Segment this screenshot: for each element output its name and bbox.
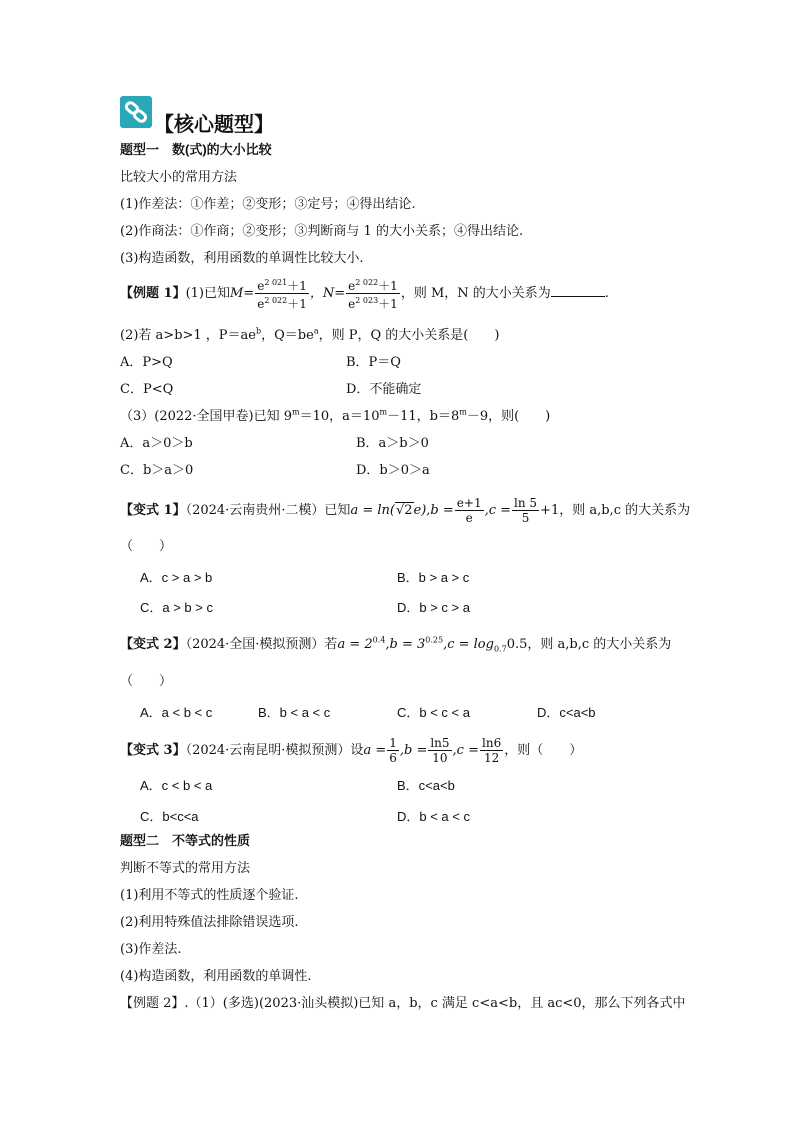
option: B．b > a > c <box>397 570 470 585</box>
chain-link-icon <box>120 96 152 128</box>
option: C．b＞a＞0 <box>120 463 194 478</box>
option: C．P<Q <box>120 382 174 397</box>
variant1-question: 【变式 1】（2024·云南贵州·二模）已知a = ln(√2e),b = $\frac{e+1}{e}$ ,c = $\frac{\ln 5}{5}$ +1，则 a,b,c 的大关系为 <box>120 496 691 525</box>
option: D．不能确定 <box>346 382 422 397</box>
option: D．b > c > a <box>397 600 470 615</box>
method-line: (2)作商法：①作商；②变形；③判断商与 1 的大小关系；④得出结论. <box>120 224 524 239</box>
option: A．a < b < c <box>140 705 213 720</box>
option: A．c < b < a <box>140 778 213 793</box>
option: D．b < a < c <box>397 809 470 824</box>
method-line: (3)作差法. <box>120 942 182 957</box>
example1-q2: (2)若 a>b>1 ，$P=ae^b$，$Q=be^a$，则 P，Q 的大小关系是( ) <box>120 326 500 343</box>
option: B．b < a < c <box>258 705 331 720</box>
method-line: (4)构造函数，利用函数的单调性. <box>120 969 312 984</box>
fraction-N: $\frac{e^{2 022}+1}{e^{2 023}+1}$ <box>348 278 398 311</box>
section2-title: 题型二 不等式的性质 <box>120 833 251 848</box>
option: B．c<a<b <box>397 778 455 793</box>
method-line: (1)利用不等式的性质逐个验证. <box>120 888 299 903</box>
option: B．P＝Q <box>346 355 401 370</box>
method-title: 比较大小的常用方法 <box>120 170 238 185</box>
option: A．c > a > b <box>140 570 213 585</box>
option: D．c<a<b <box>537 705 596 720</box>
method-line: (1)作差法：①作差；②变形；③定号；④得出结论. <box>120 197 416 212</box>
method-title: 判断不等式的常用方法 <box>120 861 251 876</box>
variant2-question: 【变式 2】（2024·全国·模拟预测）若$a = 2^{0.4},b = 3^{0.25},c = \log_{0.7}0.5$，则 a,b,c 的大小关系为 <box>120 635 672 654</box>
example1-q1: 【例题 1】(1)已知M= $\frac{e^{2 021}+1}{e^{2 022}+1}$ ，N= $\frac{e^{2 022}+1}{e^{2 023}+1}$ ，则 M，N 的大小关系为 . <box>120 278 609 311</box>
answer-paren: （ ） <box>120 674 173 689</box>
method-line: (3)构造函数，利用函数的单调性比较大小. <box>120 251 364 266</box>
option: C．a > b > c <box>140 600 213 615</box>
variant3-question: 【变式 3】（2024·云南昆明·模拟预测）设a = $\frac{1}{6}$ ,b = $\frac{\ln 5}{10}$ ,c = $\frac{\ln 6}{12}$ ，则（ ） <box>120 736 583 765</box>
option: A．P>Q <box>120 355 173 370</box>
option: C．b < c < a <box>397 705 470 720</box>
section1-title: 题型一 数(式)的大小比较 <box>120 142 272 157</box>
section-header-title: 【核心题型】 <box>154 112 274 136</box>
option: C．b<c<a <box>140 809 199 824</box>
option: D．b＞0＞a <box>356 463 430 478</box>
option: A．a＞0＞b <box>120 436 193 451</box>
answer-blank <box>551 285 605 297</box>
method-line: (2)利用特殊值法排除错误选项. <box>120 915 299 930</box>
example2-question: 【例题 2】.（1）(多选)(2023·汕头模拟)已知 a，b，c 满足 c<a<b，且 ac<0，那么下列各式中 <box>120 996 686 1011</box>
example1-q3: （3）(2022·全国甲卷)已知 $9^m=10$，$a=10^m-11$，$b=8^m-9$，则( ) <box>120 407 551 424</box>
fraction-M: $\frac{e^{2 021}+1}{e^{2 022}+1}$ <box>257 278 307 311</box>
option: B．a＞b＞0 <box>356 436 429 451</box>
answer-paren: （ ） <box>120 539 173 554</box>
